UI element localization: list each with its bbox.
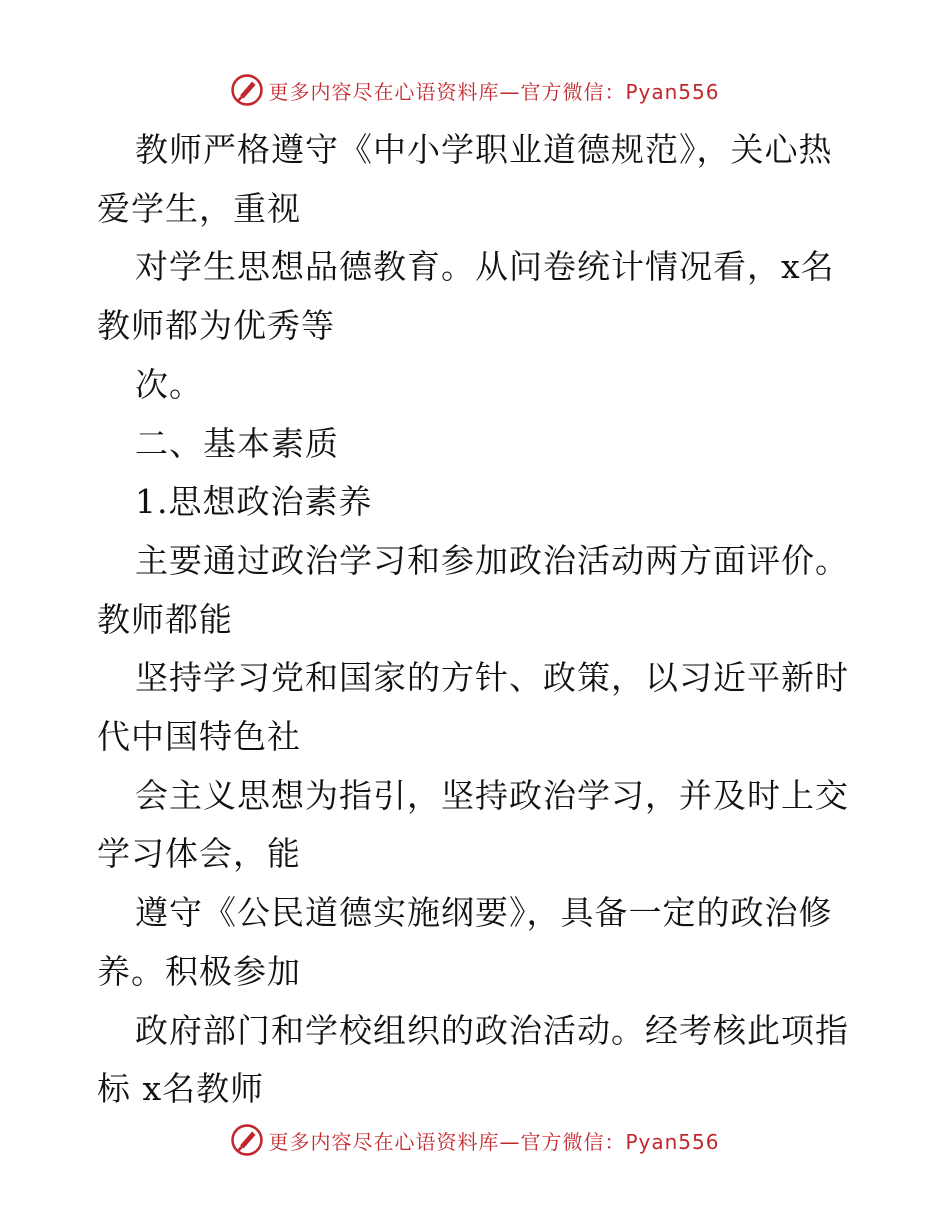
paragraph-line: 遵守《公民道德实施纲要》，具备一定的政治修: [135, 893, 833, 933]
header-banner-text: 更多内容尽在心语资料库—官方微信：Pyan556: [268, 79, 720, 104]
paragraph-line: 学习体会，能: [97, 834, 301, 874]
paragraph-line: 代中国特色社: [97, 717, 301, 757]
paragraph-line: 政府部门和学校组织的政治活动。经考核此项指: [135, 1010, 849, 1050]
paragraph-line: 会主义思想为指引，坚持政治学习，并及时上交: [135, 775, 849, 815]
subsection-heading: 1.思想政治素养: [135, 482, 373, 522]
paragraph-line: 教师严格遵守《中小学职业道德规范》，关心热: [135, 130, 833, 169]
paragraph-line: 次。: [135, 364, 203, 404]
section-heading: 二、基本素质: [135, 423, 339, 463]
header-banner: [0, 70, 950, 110]
paragraph-line: 养。积极参加: [97, 951, 301, 991]
footer-banner-text: 更多内容尽在心语资料库—官方微信：Pyan556: [268, 1129, 720, 1154]
paragraph-line: 教师都为优秀等: [97, 306, 335, 346]
paragraph-line: 主要通过政治学习和参加政治活动两方面评价。: [135, 540, 849, 580]
paragraph-line: 教师都能: [97, 599, 233, 639]
paragraph-line: 爱学生，重视: [97, 188, 301, 228]
logo-icon: [230, 1123, 264, 1157]
paragraph-line: 坚持学习党和国家的方针、政策，以习近平新时: [135, 658, 849, 698]
footer-banner: [0, 1120, 950, 1160]
paragraph-line: 对学生思想品德教育。从问卷统计情况看，x名: [135, 247, 835, 287]
document-body: [97, 121, 857, 1119]
paragraph-line: 标 x名教师: [97, 1069, 265, 1109]
logo-icon: [230, 73, 264, 107]
